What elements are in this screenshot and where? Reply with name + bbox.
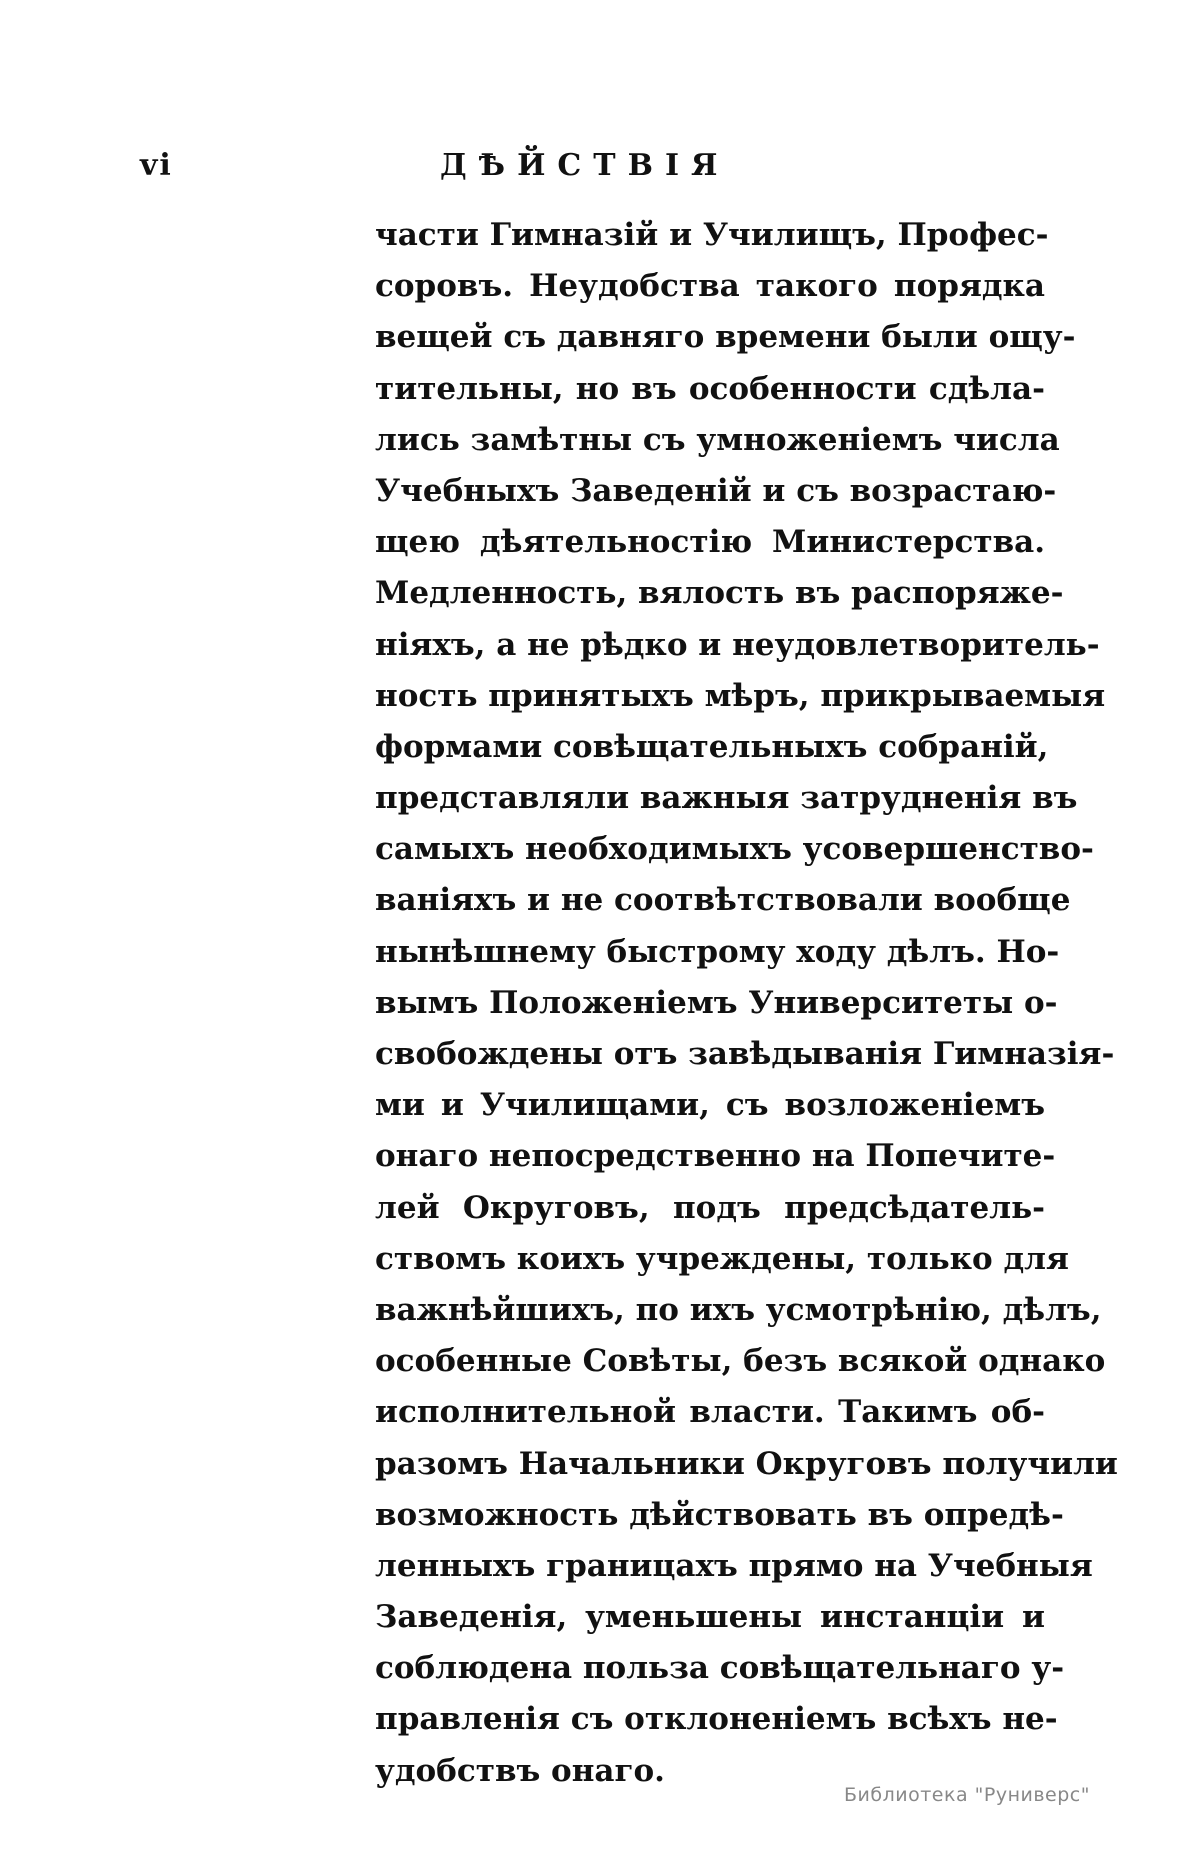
text-line: ность принятыхъ мѣръ, прикрываемыя xyxy=(375,677,1106,714)
text-line: Медленность, вялость въ распоряже- xyxy=(375,575,1064,612)
text-line: ваніяхъ и не соотвѣтствовали вообще xyxy=(375,882,1071,919)
running-head: ДѢЙСТВІЯ xyxy=(440,148,730,183)
text-line: представляли важныя затрудненія въ xyxy=(375,780,1078,817)
text-line: Заведенія, уменьшены инстанціи и xyxy=(375,1599,1045,1636)
text-line: свобождены отъ завѣдыванія Гимназія- xyxy=(375,1036,1115,1072)
text-line: лей Округовъ, подъ предсѣдатель- xyxy=(375,1189,1045,1226)
text-line: ленныхъ границахъ прямо на Учебныя xyxy=(375,1547,1093,1584)
library-watermark: Библиотека "Руниверс" xyxy=(844,1784,1090,1806)
text-line: исполнительной власти. Такимъ об- xyxy=(375,1394,1045,1431)
text-line: самыхъ необходимыхъ усовершенство- xyxy=(375,831,1094,868)
text-line: возможность дѣйствовать въ опредѣ- xyxy=(375,1496,1064,1533)
text-line: лись замѣтны съ умноженіемъ числа xyxy=(375,421,1060,458)
text-line: разомъ Начальники Округовъ получили xyxy=(375,1445,1118,1482)
text-line: Учебныхъ Заведеній и съ возрастаю- xyxy=(375,472,1057,509)
page-number: vi xyxy=(140,148,173,183)
text-line: удобствъ онаго. xyxy=(375,1752,665,1789)
text-line: щею дѣятельностію Министерства. xyxy=(375,524,1045,561)
text-line: вещей съ давняго времени были ощу- xyxy=(375,319,1076,356)
text-line: правленія съ отклоненіемъ всѣхъ не- xyxy=(375,1701,1058,1738)
text-line: ствомъ коихъ учреждены, только для xyxy=(375,1240,1069,1277)
text-line: важнѣйшихъ, по ихъ усмотрѣнію, дѣлъ, xyxy=(375,1291,1102,1328)
text-line: формами совѣщательныхъ собраній, xyxy=(375,728,1049,765)
text-line: ніяхъ, а не рѣдко и неудовлетворитель- xyxy=(375,626,1100,663)
text-line: тительны, но въ особенности сдѣла- xyxy=(375,370,1045,407)
text-line: нынѣшнему быстрому ходу дѣлъ. Но- xyxy=(375,933,1060,970)
text-line: соровъ. Неудобства такого порядка xyxy=(375,268,1045,305)
page-header xyxy=(0,140,1200,200)
text-line: особенные Совѣты, безъ всякой однако xyxy=(375,1343,1106,1380)
text-line: онаго непосредственно на Попечите- xyxy=(375,1138,1056,1175)
text-line: части Гимназій и Училищъ, Профес- xyxy=(375,217,1049,253)
text-line: соблюдена польза совѣщательнаго у- xyxy=(375,1650,1065,1687)
text-line: вымъ Положеніемъ Университеты о- xyxy=(375,984,1058,1021)
text-line: ми и Училищами, съ возложеніемъ xyxy=(375,1087,1045,1124)
